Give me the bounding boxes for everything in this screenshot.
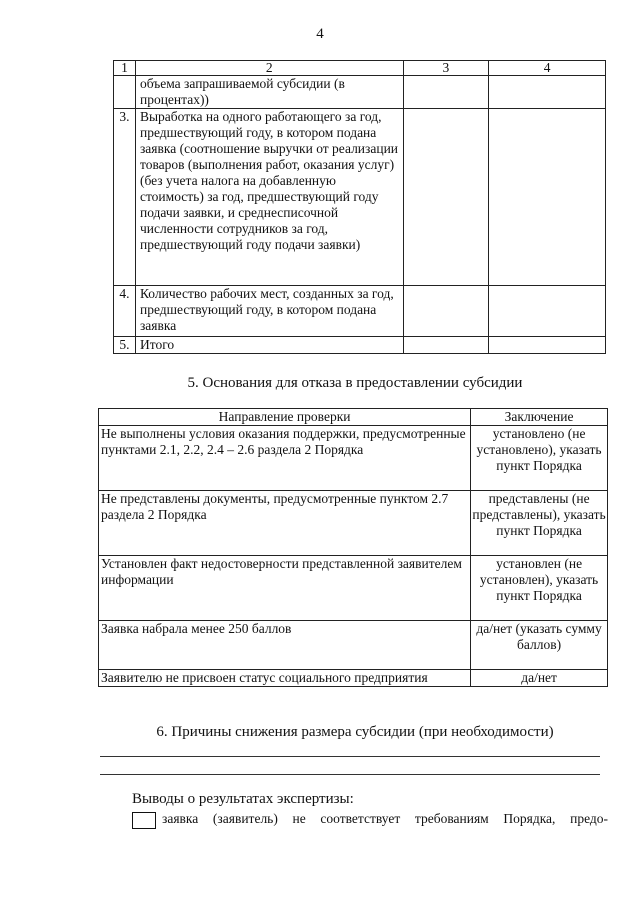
conclusion: да/нет	[471, 670, 608, 687]
conclusion: установлен (не установлен), указать пункт Порядка	[471, 556, 608, 621]
note-cell	[489, 337, 606, 354]
check-direction: Установлен факт недостоверности представленной заявителем информации	[99, 556, 471, 621]
column-header: 3	[403, 61, 489, 76]
column-header: 1	[114, 61, 136, 76]
conclusion: да/нет (указать сумму баллов)	[471, 621, 608, 670]
check-direction: Не выполнены условия оказания поддержки, предусмотренные пунктами 2.1, 2.2, 2.4 – 2.6 раздела 2 Порядка	[99, 426, 471, 491]
column-header: 2	[135, 61, 403, 76]
criteria-table	[113, 60, 606, 354]
score-cell	[403, 109, 489, 286]
row-text: Итого	[135, 337, 403, 354]
table-header-row	[99, 409, 608, 426]
table-row	[114, 76, 606, 109]
conclusion-checkbox[interactable]	[132, 812, 156, 829]
row-text: объема запрашиваемой субсидии (в процентах))	[135, 76, 403, 109]
page-number: 4	[316, 26, 324, 42]
table-row	[99, 426, 608, 491]
table-row	[99, 621, 608, 670]
table-header-row	[114, 61, 606, 76]
column-header: Заключение	[471, 409, 608, 426]
section-6-heading: 6. Причины снижения размера субсидии (при необходимости)	[156, 724, 554, 740]
fill-in-line	[100, 774, 600, 775]
row-number: 5.	[114, 337, 136, 354]
row-number: 3.	[114, 109, 136, 286]
row-number: 4.	[114, 286, 136, 337]
row-text: Количество рабочих мест, созданных за год, предшествующий году, в котором подана заявка	[135, 286, 403, 337]
table-row	[114, 286, 606, 337]
section-5-heading: 5. Основания для отказа в предоставлении субсидии	[187, 375, 523, 391]
column-header: Направление проверки	[99, 409, 471, 426]
row-text: Выработка на одного работающего за год, предшествующий году, в котором подана заявка (соотношение выручки от реализации товаров (выполнения работ, оказания услуг) (без учета налога на добавленную стоимость) за год, предшествующий году подачи заявки, и среднесписочной численности сотрудников за год, предшествующий году подачи заявки)	[135, 109, 403, 286]
check-direction: Заявителю не присвоен статус социального предприятия	[99, 670, 471, 687]
table-row	[114, 337, 606, 354]
refusal-grounds-table	[98, 408, 608, 687]
note-cell	[489, 286, 606, 337]
conclusions-title: Выводы о результатах экспертизы:	[132, 791, 354, 807]
table-row	[114, 109, 606, 286]
check-direction: Не представлены документы, предусмотренные пунктом 2.7 раздела 2 Порядка	[99, 491, 471, 556]
table-row	[99, 670, 608, 687]
conclusion-option-text: заявка (заявитель) не соответствует требованиям Порядка, предо-	[162, 811, 608, 826]
table-row	[99, 556, 608, 621]
score-cell	[403, 286, 489, 337]
conclusion: представлены (не представлены), указать пункт Порядка	[471, 491, 608, 556]
column-header: 4	[489, 61, 606, 76]
conclusion: установлено (не установлено), указать пункт Порядка	[471, 426, 608, 491]
table-row	[99, 491, 608, 556]
note-cell	[489, 109, 606, 286]
row-number	[114, 76, 136, 109]
fill-in-line	[100, 756, 600, 757]
score-cell	[403, 76, 489, 109]
note-cell	[489, 76, 606, 109]
score-cell	[403, 337, 489, 354]
check-direction: Заявка набрала менее 250 баллов	[99, 621, 471, 670]
